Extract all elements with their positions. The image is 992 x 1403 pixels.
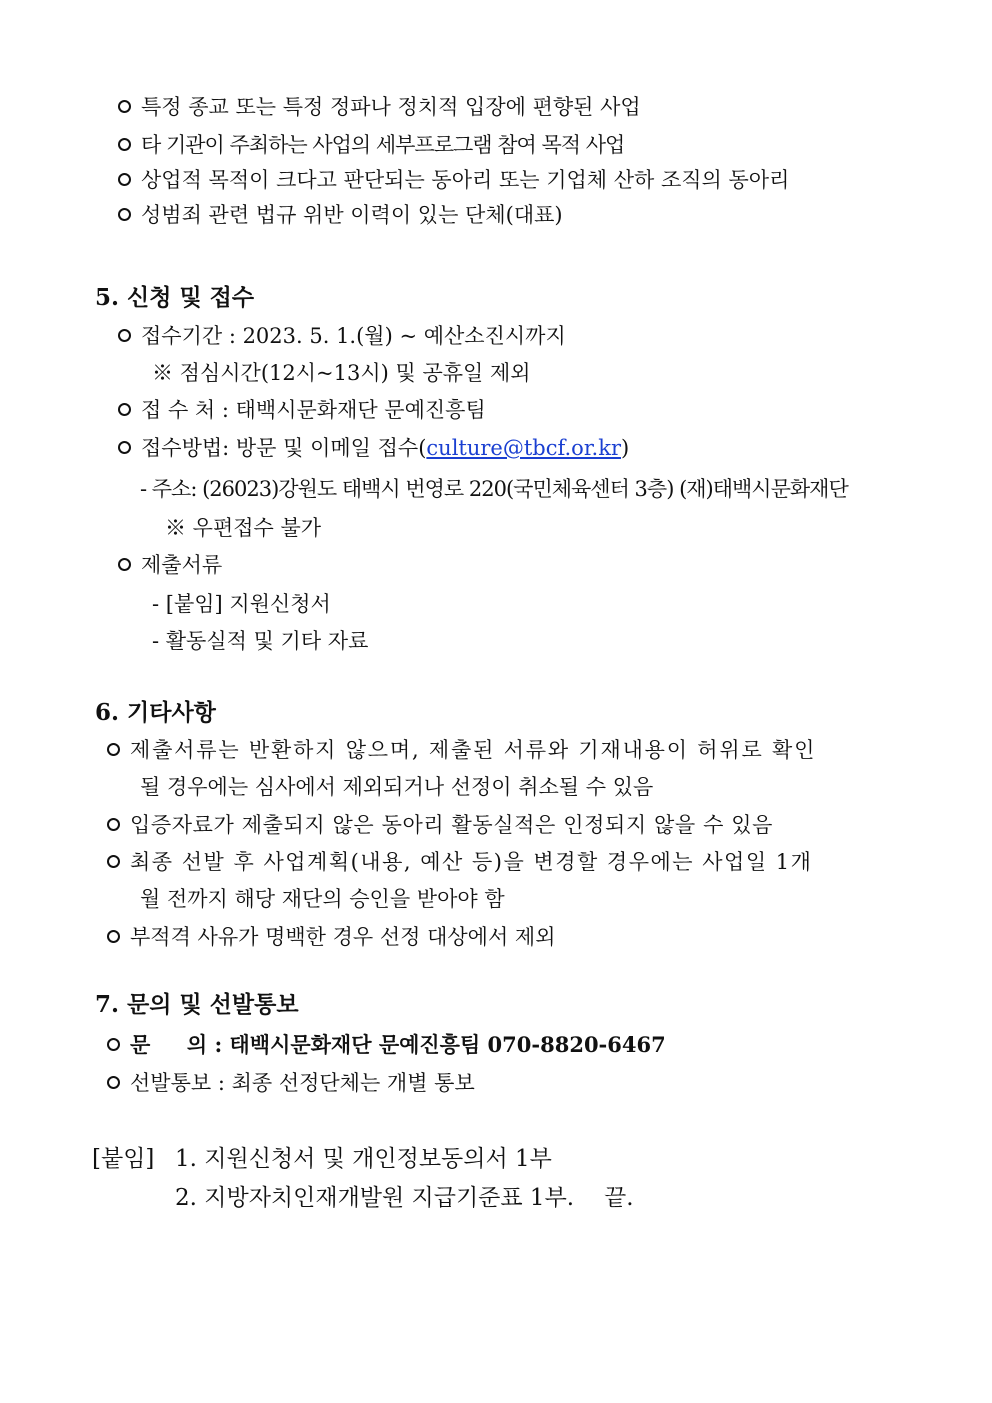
address-text: - 주소: (26023)강원도 태백시 번영로 220(국민체육센터 3층) (재)태백시문화재단 [140,477,848,501]
circle-bullet-icon [118,441,131,454]
circle-bullet-icon [118,138,131,151]
list-item: 타 기관이 주최하는 사업의 세부프로그램 참여 목적 사업 [118,135,624,156]
list-item: 제출서류는 반환하지 않으며, 제출된 서류와 기재내용이 허위로 확인 [107,740,897,761]
list-item: 상업적 목적이 크다고 판단되는 동아리 또는 기업체 산하 조직의 동아리 [118,170,789,191]
circle-bullet-icon [107,1076,120,1089]
section-heading: 6. 기타사항 [95,699,216,726]
section-heading: 7. 문의 및 선발통보 [95,991,299,1018]
list-item: 접 수 처 : 태백시문화재단 문예진흥팀 [118,400,486,421]
circle-bullet-icon [118,558,131,571]
note: ※ 점심시간(12시~13시) 및 공휴일 제외 [152,361,531,385]
sub-item: - 활동실적 및 기타 자료 [152,629,369,653]
list-item: 입증자료가 제출되지 않은 동아리 활동실적은 인정되지 않을 수 있음 [107,815,773,836]
circle-bullet-icon [107,743,120,756]
list-item: 접수기간 : 2023. 5. 1.(월) ~ 예산소진시까지 [118,326,566,347]
list-item: 최종 선발 후 사업계획(내용, 예산 등)을 변경할 경우에는 사업일 1개 [107,852,812,873]
end-mark: 끝. [604,1185,634,1211]
circle-bullet-icon [107,818,120,831]
circle-bullet-icon [118,329,131,342]
list-item: 선발통보 : 최종 선정단체는 개별 통보 [107,1073,475,1094]
circle-bullet-icon [118,173,131,186]
list-item: 부적격 사유가 명백한 경우 선정 대상에서 제외 [107,927,555,948]
attachment-label: [붙임] [92,1146,155,1172]
attachment-item: 2. 지방자치인재개발원 지급기준표 1부. [175,1185,575,1211]
circle-bullet-icon [107,855,120,868]
circle-bullet-icon [118,208,131,221]
circle-bullet-icon [107,1038,120,1051]
list-item: 문 의 : 태백시문화재단 문예진흥팀 070-8820-6467 [107,1034,666,1055]
circle-bullet-icon [118,100,131,113]
note: ※ 우편접수 불가 [165,516,322,540]
list-item: 특정 종교 또는 특정 정파나 정치적 입장에 편향된 사업 [118,97,641,118]
sub-item: - [붙임] 지원신청서 [152,592,331,616]
list-item-continuation: 월 전까지 해당 재단의 승인을 받아야 함 [140,887,505,911]
circle-bullet-icon [118,403,131,416]
list-item: 제출서류 [118,555,222,576]
list-item: 성범죄 관련 법규 위반 이력이 있는 단체(대표) [118,205,563,226]
section-heading: 5. 신청 및 접수 [95,284,255,311]
email-link[interactable]: culture@tbcf.or.kr [426,436,621,460]
circle-bullet-icon [107,930,120,943]
list-item: 접수방법: 방문 및 이메일 접수(culture@tbcf.or.kr) [118,438,629,459]
attachment-item: 1. 지원신청서 및 개인정보동의서 1부 [175,1146,552,1172]
list-item-continuation: 될 경우에는 심사에서 제외되거나 선정이 취소될 수 있음 [140,775,654,799]
